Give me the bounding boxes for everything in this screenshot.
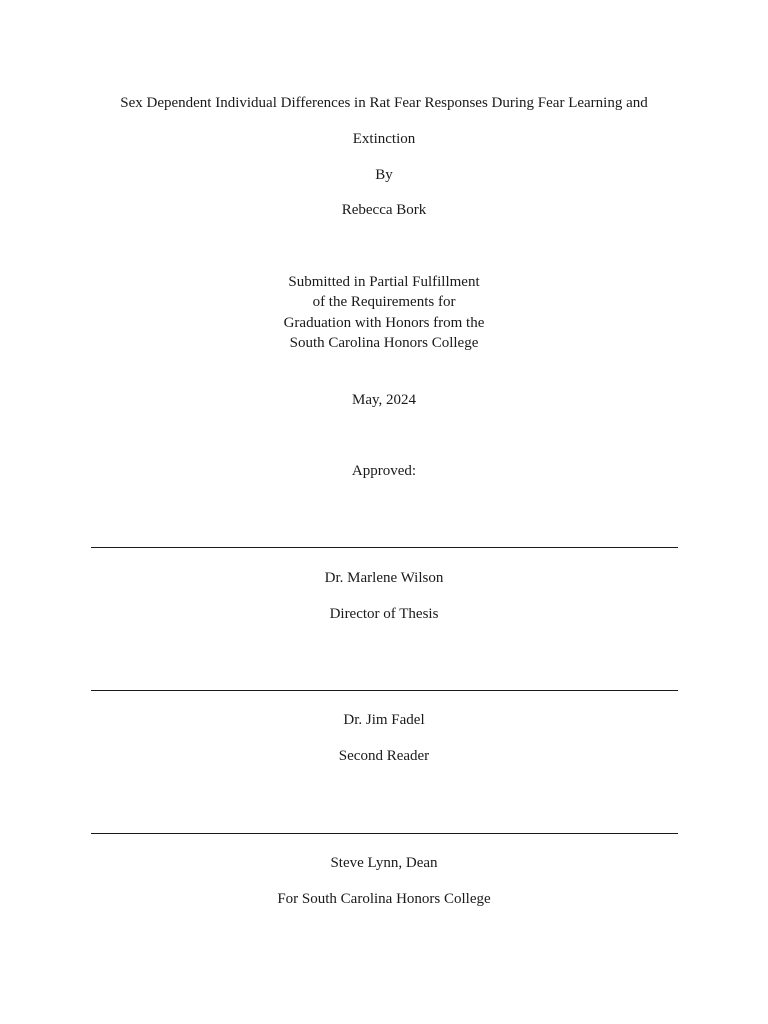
signatory-name-director: Dr. Marlene Wilson — [324, 570, 444, 586]
signatory-role-dean: For South Carolina Honors College — [277, 891, 491, 907]
thesis-title-line-2: Extinction — [352, 131, 416, 147]
submission-date: May, 2024 — [351, 392, 417, 408]
submission-statement-line-1: Submitted in Partial Fulfillment — [288, 274, 480, 290]
signatory-role-director: Director of Thesis — [329, 606, 439, 622]
signature-line-second-reader — [91, 690, 678, 691]
author-name: Rebecca Bork — [341, 202, 427, 218]
signature-line-dean — [91, 833, 678, 834]
signatory-name-dean: Steve Lynn, Dean — [330, 855, 438, 871]
submission-statement-line-2: of the Requirements for — [312, 294, 456, 310]
submission-statement-line-4: South Carolina Honors College — [289, 335, 479, 351]
thesis-title-line-1: Sex Dependent Individual Differences in Rat Fear Responses During Fear Learning and — [120, 95, 648, 111]
signatory-role-second-reader: Second Reader — [338, 748, 430, 764]
signature-line-director — [91, 547, 678, 548]
approved-label: Approved: — [351, 463, 417, 479]
signatory-name-second-reader: Dr. Jim Fadel — [343, 712, 425, 728]
byline: By — [375, 167, 393, 183]
submission-statement-line-3: Graduation with Honors from the — [283, 315, 485, 331]
